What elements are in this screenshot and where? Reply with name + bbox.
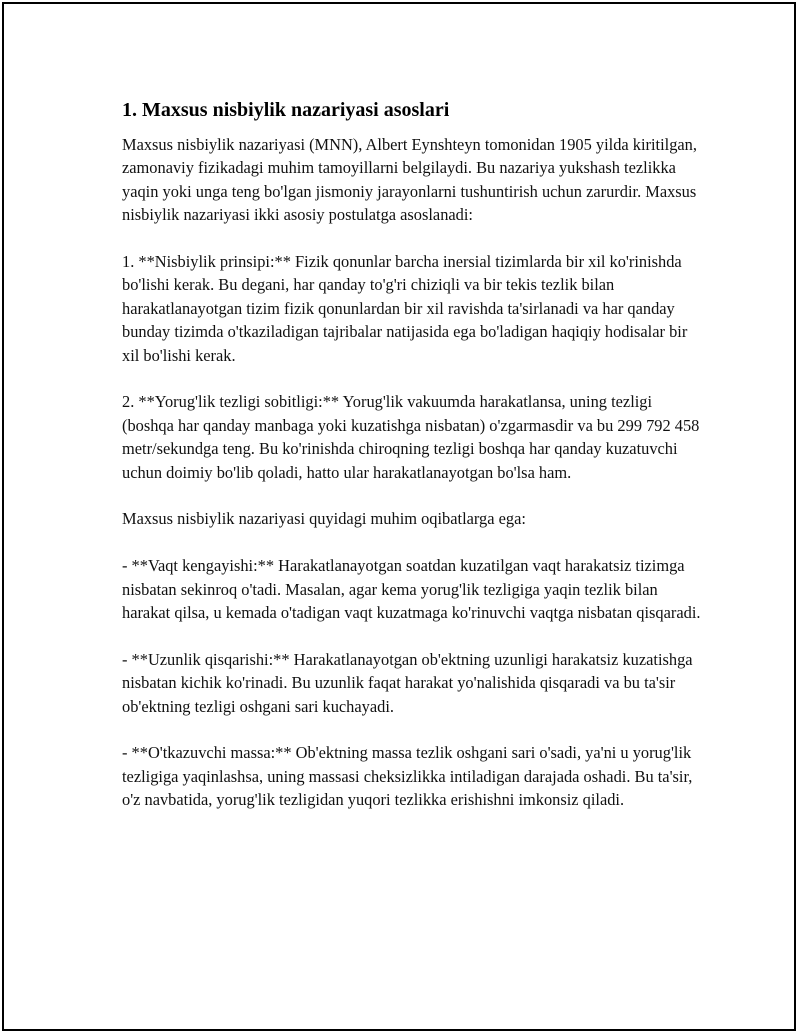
page-frame <box>2 2 796 1031</box>
consequences-intro-paragraph: Maxsus nisbiylik nazariyasi quyidagi muhim oqibatlarga ega: <box>122 509 526 529</box>
relativistic-mass-paragraph: - **O'tkazuvchi massa:** Ob'ektning massa tezlik oshgani sari o'sadi, ya'ni u yorug'lik tezligiga yaqinlashsa, uning massasi cheksizlikka intiladigan darajada oshadi. Bu ta'sir, o'z navbatida, yorug'lik tezligidan yuqori tezlikka erishishni imkonsiz qiladi. <box>122 743 693 810</box>
document-body <box>122 97 702 835</box>
length-contraction-paragraph: - **Uzunlik qisqarishi:** Harakatlanayotgan ob'ektning uzunligi harakatsiz kuzatishga nisbatan kichik ko'rinadi. Bu uzunlik faqat harakat yo'nalishida qisqaradi va bu ta'sir ob'ektning tezligi oshgani sari kuchayadi. <box>122 649 693 716</box>
postulate-1-paragraph: 1. **Nisbiylik prinsipi:** Fizik qonunlar barcha inersial tizimlarda bir xil ko'rinishda bo'lishi kerak. Bu degani, har qanday to'g'ri chiziqli va bir tekis tezlik bilan harakatlanayotgan tizim fizik qonunlardan bir xil ravishda ta'sirlanadi va har qanday bunday tizimda o'tkaziladigan tajribalar natijasida ega bo'ladigan haqiqiy hodisalar bir xil bo'lishi kerak. <box>122 252 688 365</box>
time-dilation-paragraph: - **Vaqt kengayishi:** Harakatlanayotgan soatdan kuzatilgan vaqt harakatsiz tizimga nisbatan sekinroq o'tadi. Masalan, agar kema yorug'lik tezligiga yaqin tezlik bilan harakat qilsa, u kemada o'tadigan vaqt kuzatmaga ko'rinuvchi vaqtga nisbatan qisqaradi. <box>122 556 701 623</box>
document-title: 1. Maxsus nisbiylik nazariyasi asoslari <box>122 99 450 121</box>
intro-paragraph: Maxsus nisbiylik nazariyasi (MNN), Albert Eynshteyn tomonidan 1905 yilda kiritilgan, zamonaviy fizikadagi muhim tamoyillarni belgilaydi. Bu nazariya yukshash tezlikka yaqin yoki unga teng bo'lgan jismoniy jarayonlarni tushuntirish uchun zarurdir. Maxsus nisbiylik nazariyasi ikki asosiy postulatga asoslanadi: <box>122 135 697 225</box>
postulate-2-paragraph: 2. **Yorug'lik tezligi sobitligi:** Yorug'lik vakuumda harakatlansa, uning tezligi (boshqa har qanday manbaga yoki kuzatishga nisbatan) o'zgarmasdir va bu 299 792 458 metr/sekundga teng. Bu ko'rinishda chiroqning tezligi boshqa har qanday kuzatuvchi uchun doimiy bo'lib qoladi, hatto ular harakatlanayotgan bo'lsa ham. <box>122 392 700 482</box>
